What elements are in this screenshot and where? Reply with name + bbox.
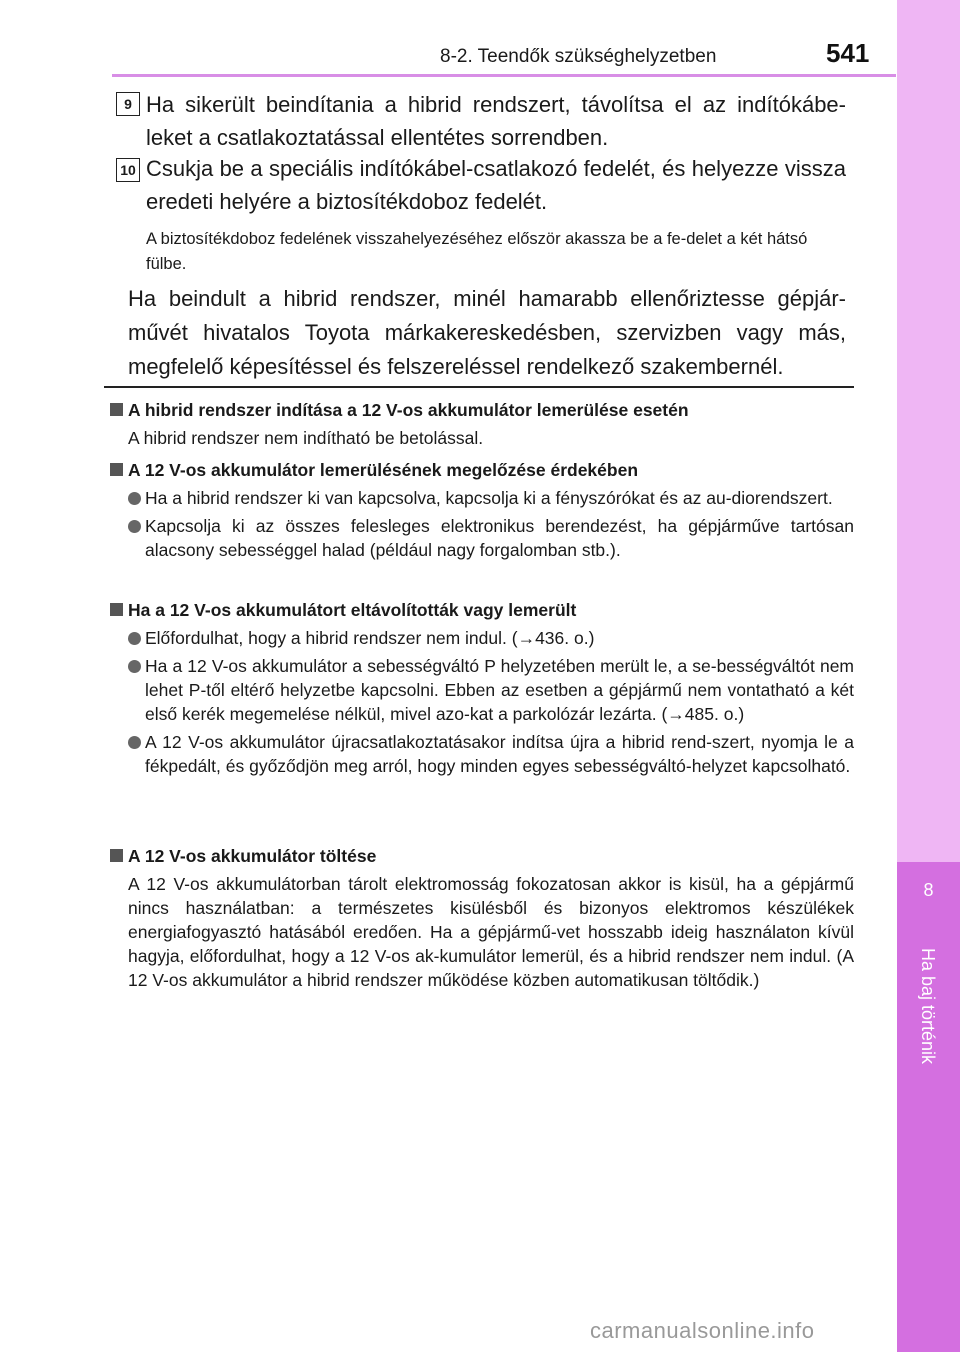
list-item: Ha a 12 V-os akkumulátor a sebességváltó P helyzetében merült le, a se-bességváltót nem lehet P-től eltérő helyzetbe kapcsolni. Ebben az esetben a gépjármű nem vontatható a két első kerék megemelése nélkül, mivel azo-kat a parkolózár lezárta. (→485. o.) xyxy=(108,654,854,726)
chapter-label: Ha baj történik xyxy=(918,948,938,1065)
info-section-removed-battery xyxy=(108,598,854,778)
list-item: A 12 V-os akkumulátor újracsatlakoztatásakor indítsa újra a hibrid rend-szert, nyomja le a fékpedált, és győződjön meg arról, hogy minden egyes sebességváltó-helyzet kapcsolható. xyxy=(108,730,854,778)
step-9-text: Ha sikerült beindítania a hibrid rendszert, távolítsa el az indítókábe-leket a csatlakoztatással ellentétes sorrendben. xyxy=(146,92,846,150)
circle-bullet-icon xyxy=(128,520,141,533)
chapter-number: 8 xyxy=(923,880,934,900)
chapter-tab-active xyxy=(897,862,960,1352)
section-heading: A 12 V-os akkumulátor töltése xyxy=(108,844,854,868)
info-section-jump-start xyxy=(108,398,854,450)
page-number: 541 xyxy=(826,38,870,68)
section-heading: A 12 V-os akkumulátor lemerülésének megelőzése érdekében xyxy=(108,458,854,482)
circle-bullet-icon xyxy=(128,632,141,645)
square-bullet-icon xyxy=(110,603,123,616)
square-bullet-icon xyxy=(110,849,123,862)
step-number-9: 9 xyxy=(116,92,140,116)
circle-bullet-icon xyxy=(128,660,141,673)
circle-bullet-icon xyxy=(128,736,141,749)
square-bullet-icon xyxy=(110,403,123,416)
circle-bullet-icon xyxy=(128,492,141,505)
section-divider xyxy=(104,386,854,388)
list-item: Kapcsolja ki az összes felesleges elektronikus berendezést, ha gépjárműve tartósan alacsony sebességgel halad (például nagy forgalomban stb.). xyxy=(108,514,854,562)
header-rule xyxy=(112,74,896,77)
square-bullet-icon xyxy=(110,463,123,476)
step-note: A biztosítékdoboz fedelének visszahelyezéséhez először akassza be a fe-delet a két hátsó fülbe. xyxy=(146,230,808,273)
section-body: A 12 V-os akkumulátorban tárolt elektromosság fokozatosan akkor is kisül, ha a gépjármű nincs használatban: a természetes kisülésből és bizonyos elektromos készülékek energiafogyasztó hatásából eredően. Ha a gépjármű-vet hosszabb ideig használaton kívül hagyja, előfordulhat, hogy a 12 V-os ak-kumulátor lemerül, és a hibrid rendszer nem indul. (A 12 V-os akkumulátor a hibrid rendszer működése közben automatikusan töltődik.) xyxy=(128,874,854,990)
section-heading: Ha a 12 V-os akkumulátort eltávolították vagy lemerült xyxy=(108,598,854,622)
list-item: Ha a hibrid rendszer ki van kapcsolva, kapcsolja ki a fényszórókat és az au-diorendszert. xyxy=(108,486,854,510)
section-title: 8-2. Teendők szükséghelyzetben xyxy=(440,46,717,67)
info-section-charging xyxy=(108,844,854,992)
list-item: Előfordulhat, hogy a hibrid rendszer nem indul. (→436. o.) xyxy=(108,626,854,650)
step-number-10: 10 xyxy=(116,158,140,182)
section-body: A hibrid rendszer nem indítható be betolással. xyxy=(128,428,484,448)
watermark: carmanualsonline.info xyxy=(590,1318,815,1343)
closing-paragraph: Ha beindult a hibrid rendszer, minél hamarabb ellenőriztesse gépjár-művét hivatalos Toyota márkakereskedésben, szervizben vagy más, megfelelő képesítéssel és felszereléssel rendelkező szakembernél. xyxy=(128,286,846,379)
step-10-text: Csukja be a speciális indítókábel-csatlakozó fedelét, és helyezze vissza eredeti helyére a biztosítékdoboz fedelét. xyxy=(146,156,846,214)
info-section-prevention xyxy=(108,458,854,562)
section-heading: A hibrid rendszer indítása a 12 V-os akkumulátor lemerülése esetén xyxy=(108,398,854,422)
